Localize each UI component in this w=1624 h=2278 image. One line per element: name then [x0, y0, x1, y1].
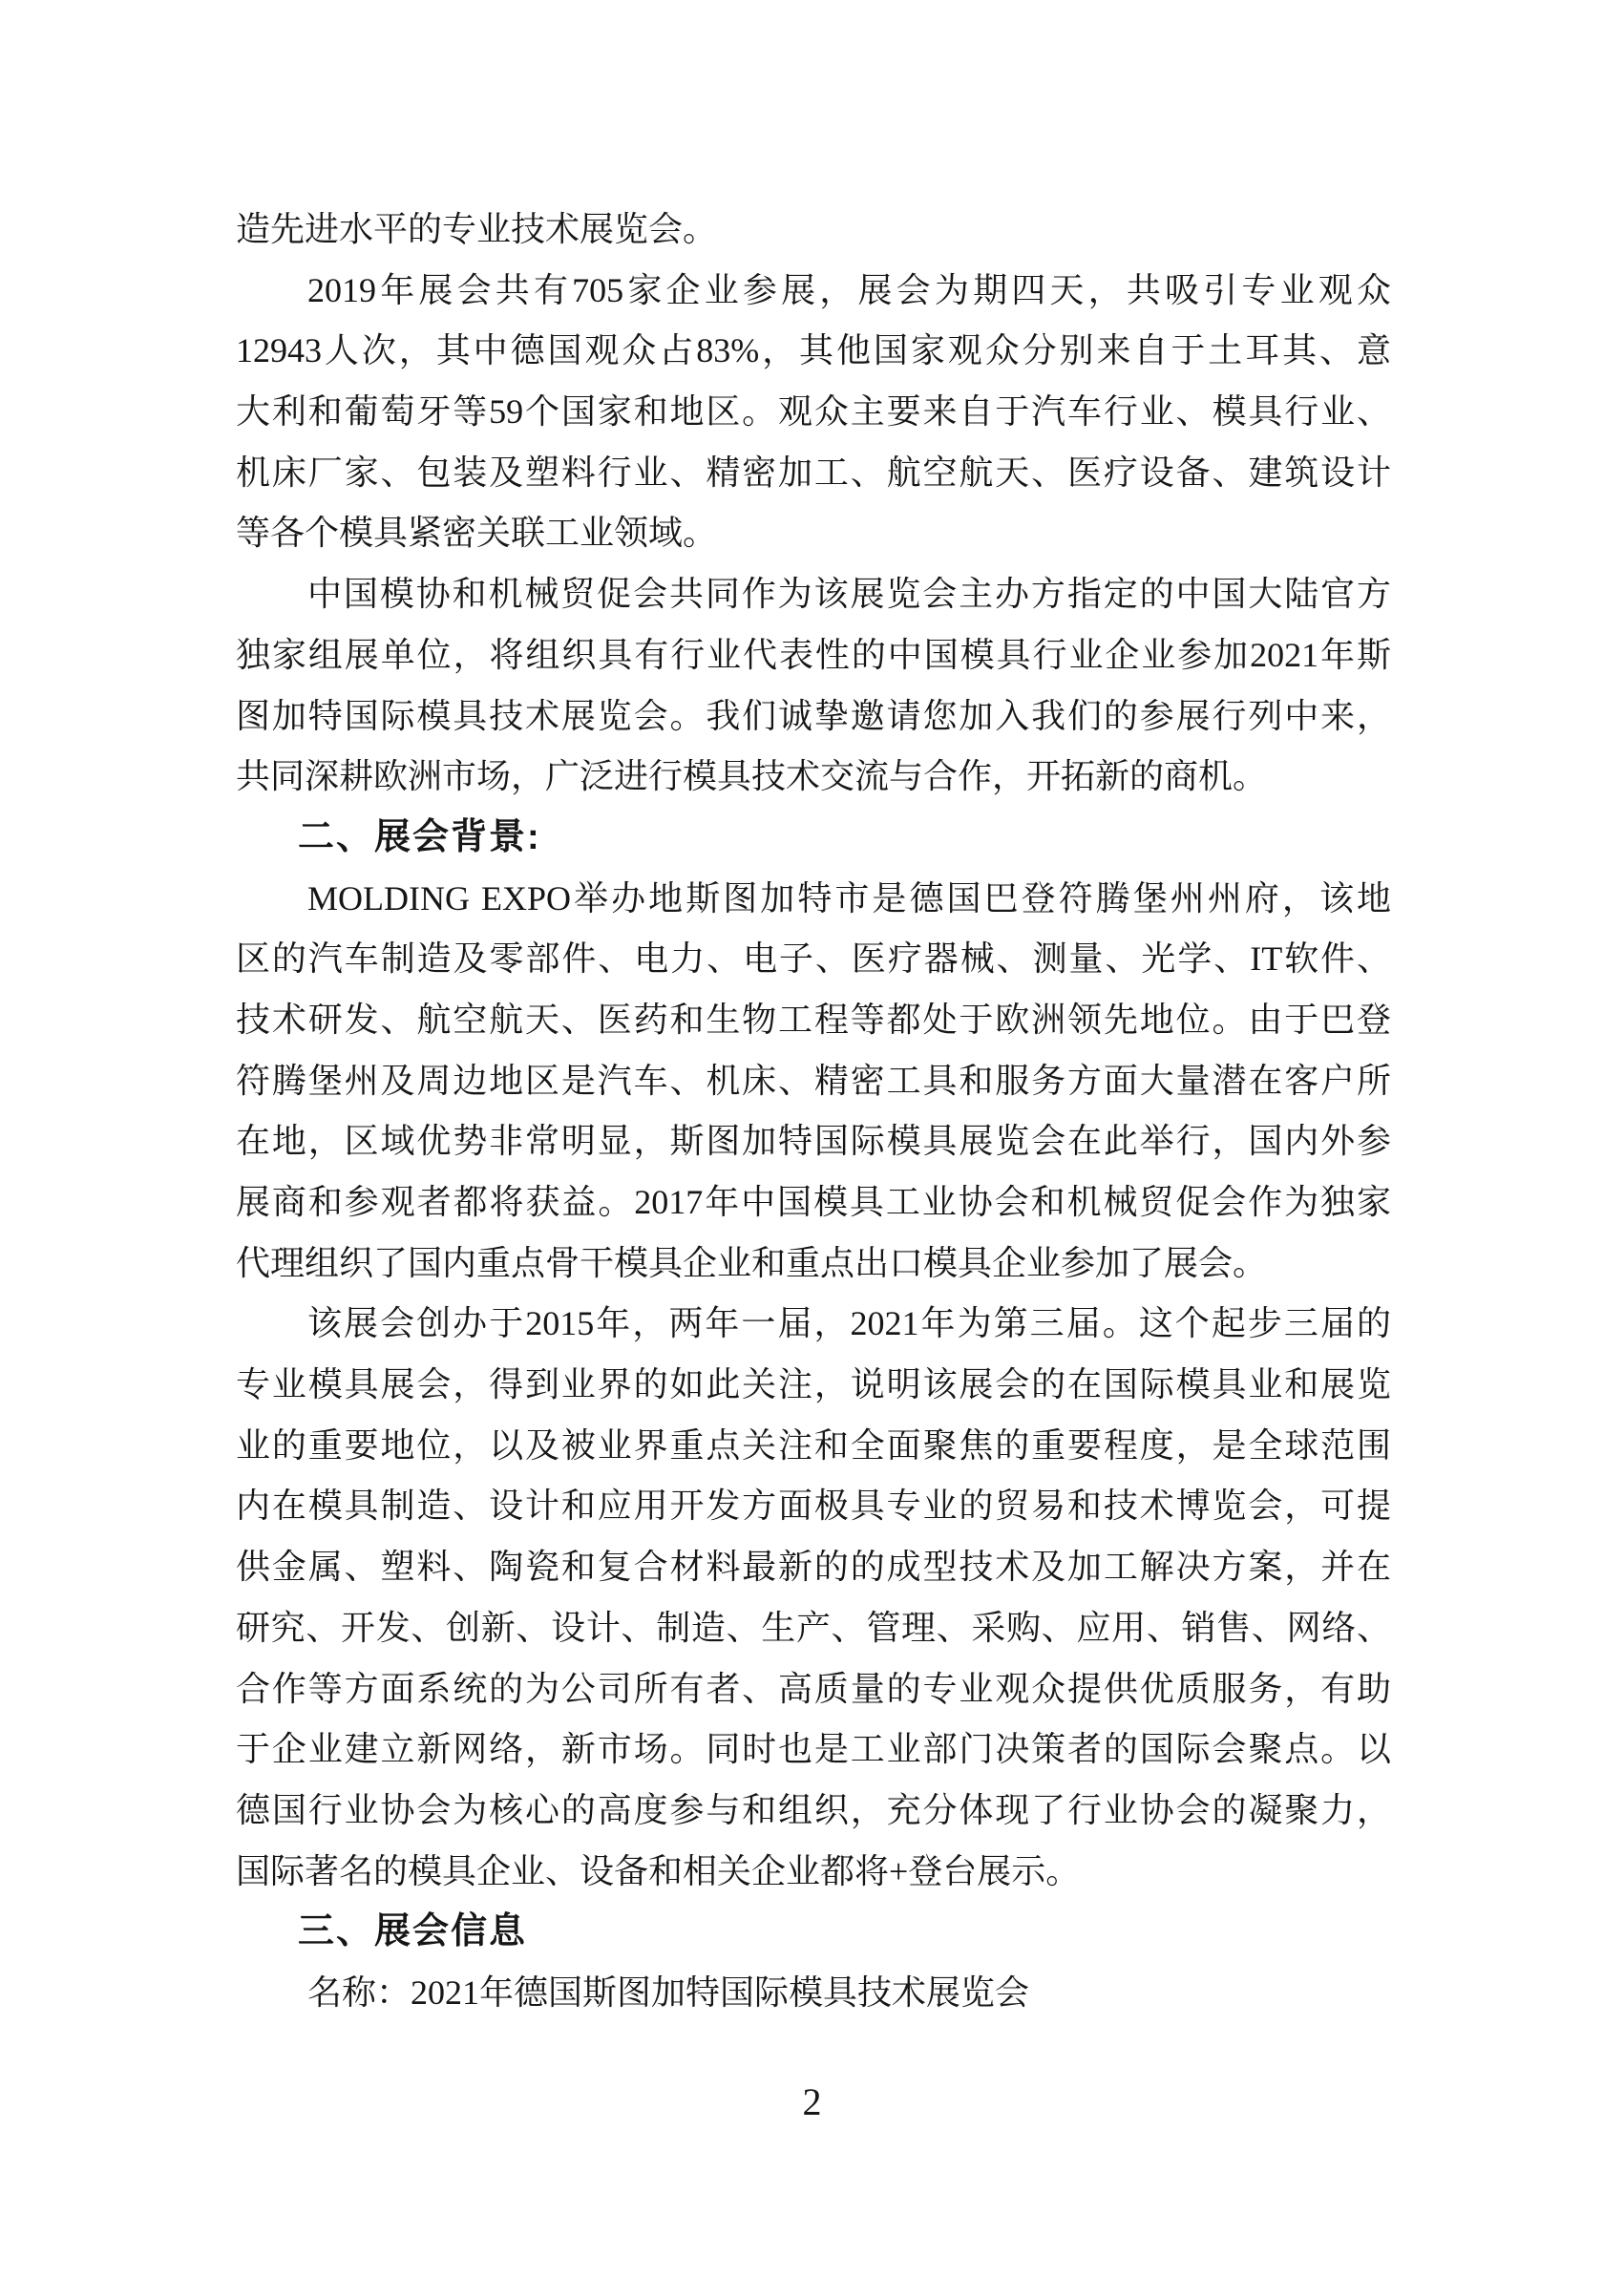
text-line: 名称：2021年德国斯图加特国际模具技术展览会	[307, 1972, 1030, 2012]
document-body	[236, 200, 1391, 2024]
text-line: 供金属、塑料、陶瓷和复合材料最新的的成型技术及加工解决方案，并在	[236, 1548, 1391, 1587]
text-line: 于企业建立新网络，新市场。同时也是工业部门决策者的国际会聚点。以	[236, 1730, 1391, 1769]
section-heading: 三、展会信息	[298, 1911, 528, 1952]
text-line: 在地，区域优势非常明显，斯图加特国际模具展览会在此举行，国内外参	[236, 1122, 1391, 1161]
text-line: 独家组展单位，将组织具有行业代表性的中国模具行业企业参加2021年斯	[236, 635, 1391, 674]
text-line: 研究、开发、创新、设计、制造、生产、管理、采购、应用、销售、网络、	[236, 1608, 1391, 1647]
text-line: 国际著名的模具企业、设备和相关企业都将+登台展示。	[236, 1851, 1081, 1890]
text-line: 该展会创办于2015年，两年一届，2021年为第三届。这个起步三届的	[307, 1304, 1391, 1343]
text-line: 12943人次，其中德国观众占83%，其他国家观众分别来自于土耳其、意	[236, 331, 1391, 370]
page-number: 2	[802, 2080, 822, 2123]
text-line: MOLDING EXPO举办地斯图加特市是德国巴登符腾堡州州府，该地	[307, 878, 1391, 918]
text-line: 中国模协和机械贸促会共同作为该展览会主办方指定的中国大陆官方	[307, 575, 1391, 614]
text-line: 造先进水平的专业技术展览会。	[236, 210, 718, 248]
text-line: 内在模具制造、设计和应用开发方面极具专业的贸易和技术博览会，可提	[236, 1487, 1391, 1526]
text-line: 合作等方面系统的为公司所有者、高质量的专业观众提供优质服务，有助	[236, 1669, 1391, 1708]
text-line: 专业模具展会，得到业界的如此关注，说明该展会的在国际模具业和展览	[236, 1365, 1391, 1404]
page-footer	[0, 2074, 1624, 2131]
text-line: 代理组织了国内重点骨干模具企业和重点出口模具企业参加了展会。	[236, 1243, 1268, 1282]
text-line: 共同深耕欧洲市场，广泛进行模具技术交流与合作，开拓新的商机。	[236, 757, 1268, 796]
text-line: 展商和参观者都将获益。2017年中国模具工业协会和机械贸促会作为独家	[236, 1183, 1391, 1221]
text-line: 2019年展会共有705家企业参展，展会为期四天，共吸引专业观众	[307, 270, 1391, 309]
text-line: 德国行业协会为核心的高度参与和组织，充分体现了行业协会的凝聚力，	[236, 1790, 1391, 1829]
text-line: 等各个模具紧密关联工业领域。	[236, 514, 718, 553]
text-line: 图加特国际模具技术展览会。我们诚挚邀请您加入我们的参展行列中来，	[236, 696, 1391, 735]
section-heading: 二、展会背景:	[298, 816, 541, 857]
text-line: 技术研发、航空航天、医药和生物工程等都处于欧洲领先地位。由于巴登	[236, 1000, 1391, 1039]
text-line: 区的汽车制造及零部件、电力、电子、医疗器械、测量、光学、IT软件、	[236, 939, 1391, 979]
text-line: 大利和葡萄牙等59个国家和地区。观众主要来自于汽车行业、模具行业、	[236, 392, 1391, 432]
text-line: 业的重要地位，以及被业界重点关注和全面聚焦的重要程度，是全球范围	[236, 1425, 1391, 1465]
text-line: 机床厂家、包装及塑料行业、精密加工、航空航天、医疗设备、建筑设计	[236, 453, 1391, 492]
text-line: 符腾堡州及周边地区是汽车、机床、精密工具和服务方面大量潜在客户所	[236, 1061, 1391, 1100]
